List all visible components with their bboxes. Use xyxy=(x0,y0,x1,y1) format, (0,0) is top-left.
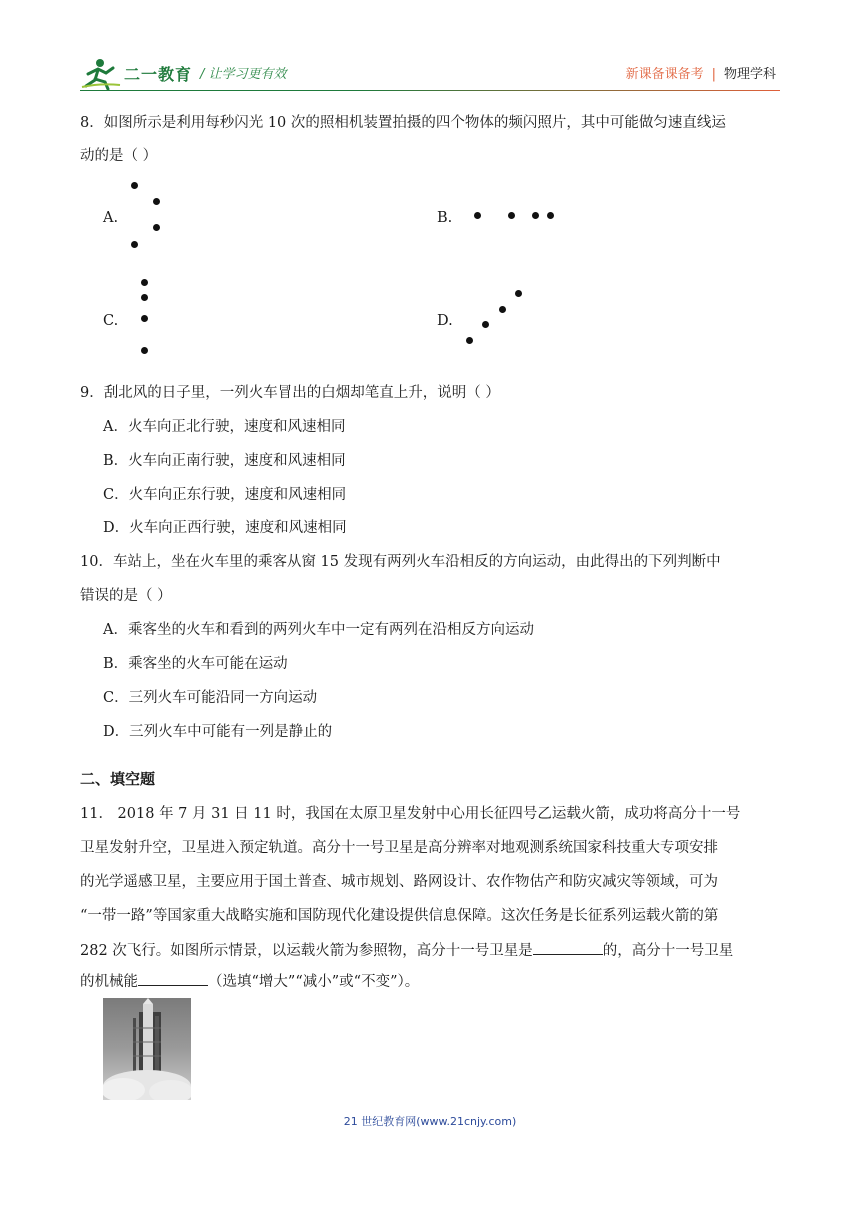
q11-line2: 卫星发射升空，卫星进入预定轨道。高分十一号卫星是高分辨率对地观测系统国家科技重大专项安排 xyxy=(80,840,718,856)
flash-dot xyxy=(508,212,515,219)
flash-dot xyxy=(141,347,148,354)
q10-option-a: A．乘客坐的火车和看到的两列火车中一定有两列在沿相反方向运动 xyxy=(103,622,534,638)
q11-line1: 11． 2018 年 7 月 31 日 11 时，我国在太原卫星发射中心用长征四号乙运载火箭，成功将高分十一号 xyxy=(80,806,741,822)
header-separator: | xyxy=(711,67,716,82)
q11-line6-end: （选填“增大”“减小”或“不变”）。 xyxy=(208,974,420,990)
header-divider xyxy=(80,90,780,91)
q11-line6-start: 的机械能 xyxy=(80,974,138,990)
flash-dot xyxy=(131,241,138,248)
q8-stem-line2: 动的是（ ） xyxy=(80,148,158,164)
flash-dot xyxy=(141,279,148,286)
q11-line5 xyxy=(80,940,780,961)
flash-dot xyxy=(532,212,539,219)
q8-option-a-label: A. xyxy=(103,210,119,226)
flash-dot xyxy=(141,315,148,322)
footer-source: 21 世纪教育网(www.21cnjy.com) xyxy=(343,1115,517,1128)
flash-dot xyxy=(547,212,554,219)
subject-label: 物理学科 xyxy=(723,67,776,82)
course-label: 新课备课备考 xyxy=(625,67,704,82)
q9-option-c: C．火车向正东行驶，速度和风速相同 xyxy=(103,487,347,503)
flash-dot xyxy=(499,306,506,313)
q9-option-a: A．火车向正北行驶，速度和风速相同 xyxy=(103,419,346,435)
slogan: / 让学习更有效 xyxy=(200,67,287,82)
q9-option-d: D．火车向正西行驶，速度和风速相同 xyxy=(103,520,347,536)
answer-blank-1[interactable] xyxy=(533,940,603,955)
q11-line5-end: 的，高分十一号卫星 xyxy=(602,943,734,959)
flash-dot xyxy=(482,321,489,328)
flash-dot xyxy=(466,337,473,344)
q8-option-d-label: D. xyxy=(437,313,453,329)
q8-stem-line1: 8．如图所示是利用每秒闪光 10 次的照相机装置拍摄的四个物体的频闪照片，其中可能做匀速直线运 xyxy=(80,115,726,131)
q10-stem-line2: 错误的是（ ） xyxy=(80,588,172,604)
flash-dot xyxy=(474,212,481,219)
q11-line4: “一带一路”等国家重大战略实施和国防现代化建设提供信息保障。这次任务是长征系列运载火箭的第 xyxy=(80,908,719,924)
flash-dot xyxy=(131,182,138,189)
q11-line6 xyxy=(80,971,780,992)
header-right xyxy=(626,63,776,82)
q10-option-b: B．乘客坐的火车可能在运动 xyxy=(103,656,288,672)
q11-line5-start: 282 次飞行。如图所示情景，以运载火箭为参照物，高分十一号卫星是 xyxy=(80,943,533,959)
q10-option-c: C．三列火车可能沿同一方向运动 xyxy=(103,690,318,706)
flash-dot xyxy=(141,294,148,301)
flash-dot xyxy=(515,290,522,297)
q11-line3: 的光学遥感卫星，主要应用于国土普查、城市规划、路网设计、农作物估产和防灾减灾等领域，可为 xyxy=(80,874,718,890)
q9-option-b: B．火车向正南行驶，速度和风速相同 xyxy=(103,453,346,469)
rocket-launch-photo xyxy=(103,998,191,1100)
q10-option-d: D．三列火车中可能有一列是静止的 xyxy=(103,724,333,740)
brand-name: 二一教育 xyxy=(124,65,193,84)
q8-option-c-label: C. xyxy=(103,313,119,329)
flash-dot xyxy=(153,224,160,231)
answer-blank-2[interactable] xyxy=(138,971,208,986)
q10-stem-line1: 10．车站上，坐在火车里的乘客从窗 15 发现有两列火车沿相反的方向运动，由此得出的下列判断中 xyxy=(80,554,721,570)
section-heading-fill-in: 二、填空题 xyxy=(80,770,156,788)
q9-stem: 9．刮北风的日子里，一列火车冒出的白烟却笔直上升，说明（ ） xyxy=(80,385,500,401)
flash-dot xyxy=(153,198,160,205)
q8-option-b-label: B. xyxy=(437,210,453,226)
